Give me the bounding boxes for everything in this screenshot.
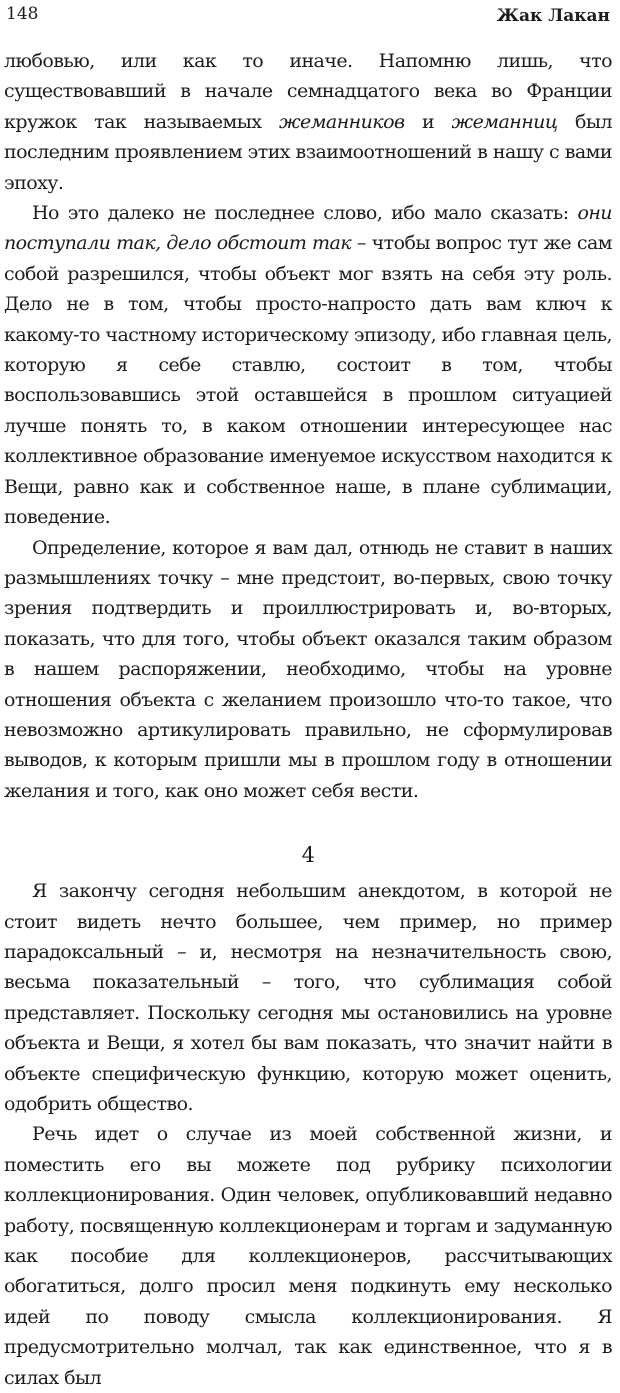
text-run: и [404,110,452,133]
text-run: Речь идет о случае из моей собственной жизни, и поместить его вы можете под рубрику психологии коллекционирования. Один человек, опубликовавший недавно работу, посвященную коллекционерам и торгам и задуманную как пособие для коллекционеров, рассчитывающих обогатиться, долго просил меня подкинуть ему несколько идей по поводу смысла коллекционирования. Я предусмотрительно молчал, так как единственное, что я в силах был [4,1123,612,1389]
paragraph [4,46,612,198]
page-body [4,46,612,1393]
italic-phrase: жеманников [278,110,405,133]
page-number: 148 [6,4,39,24]
italic-phrase: они поступали так, дело обстоит так [4,202,612,255]
text-run: был последним проявлением этих взаимоотношений в нашу с вами эпоху. [4,110,612,194]
paragraph [4,533,612,807]
text-run: Но это далеко не последнее слово, ибо мало сказать: [32,202,578,225]
text-run: Я закончу сегодня небольшим анекдотом, в которой не стоит видеть нечто большее, чем пример, но пример парадоксальный – и, несмотря на незначительность свою, весьма показательный – того, что сублимация собой представляет. Поскольку сегодня мы остановились на уровне объекта и Вещи, я хотел бы вам показать, что значит найти в объекте специфическую функцию, которую может оценить, одобрить общество. [4,880,612,1115]
running-head: Жак Лакан [496,6,610,26]
text-run: любовью, или как то иначе. Напомню лишь, что существовавший в начале семнадцатого века во Франции кружок так называемых [4,50,612,133]
paragraph [4,1119,612,1393]
paragraph [4,198,612,532]
text-run: Определение, которое я вам дал, отнюдь не ставит в наших размышлениях точку – мне предстоит, во-первых, свою точку зрения подтвердить и проиллюстрировать и, во-вторых, показать, что для того, чтобы объект оказался таким образом в нашем распоряжении, необходимо, чтобы на уровне отношения объекта с желанием произошло что-то такое, что невозможно артикулировать правильно, не сформулировав выводов, к которым пришли мы в прошлом году в отношении желания и того, как оно может себя вести. [4,536,612,802]
paragraph [4,876,612,1119]
italic-phrase: жеманниц [451,110,558,133]
section-number: 4 [301,843,315,868]
page-header [0,0,620,30]
text-run: – чтобы вопрос тут же сам собой разрешился, чтобы объект мог взять на себя эту роль. Дело не в том, чтобы просто-напросто дать вам ключ к какому-то частному историческому эпизоду, ибо главная цель, которую я себе ставлю, состоит в том, чтобы воспользовавшись этой оставшейся в прошлом ситуацией лучше понять то, в каком отношении интересующее нас коллективное образование именуемое искусством находится к Вещи, равно как и собственное наше, в плане сублимации, поведение. [4,232,612,529]
